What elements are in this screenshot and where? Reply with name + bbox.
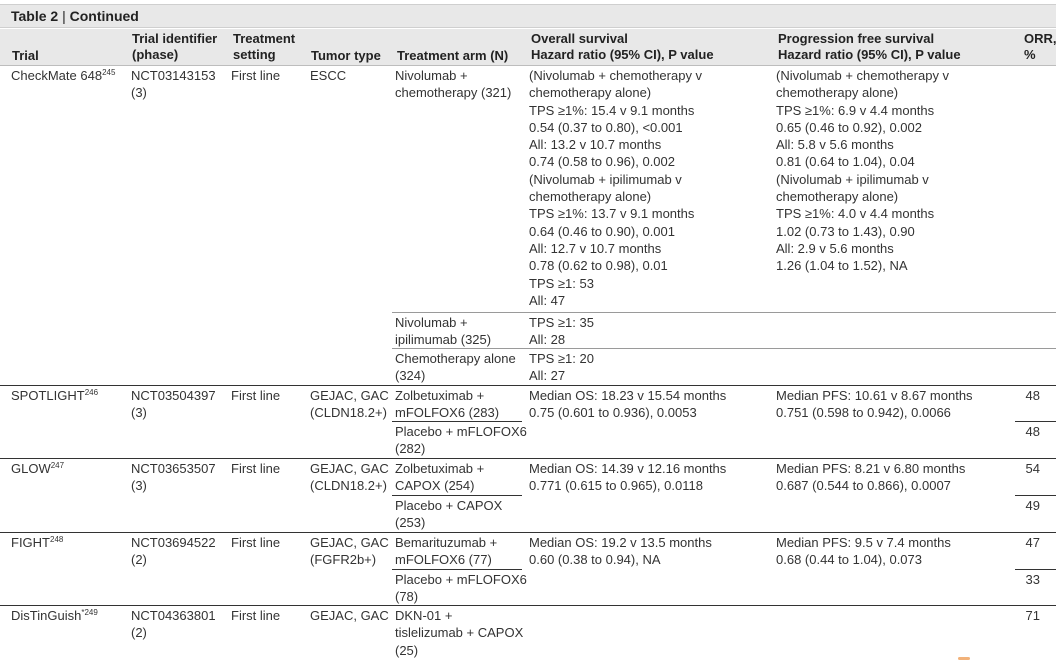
arm-fight-2: Placebo + mFLOFOX6 (78) [395,572,527,605]
row-divider-glow [0,458,1056,459]
divider-glow-arm2 [392,495,522,496]
os-fight: Median OS: 19.2 v 13.5 months 0.60 (0.38 to 0.94), NA [529,535,712,568]
header-trial: Trial [12,48,39,63]
table-title [0,4,1056,28]
header-arm: Treatment arm (N) [397,48,509,63]
header-orr: ORR, % [1024,31,1056,62]
tumor-distinguish: GEJAC, GAC [310,608,389,623]
table-label: Table 2 [11,8,59,24]
header-setting: Treatment setting [233,31,296,62]
setting-spotlight: First line [231,388,281,403]
setting-distinguish: First line [231,608,281,623]
arm-checkmate-1: Nivolumab + chemotherapy (321) [395,68,512,101]
pfs-checkmate-1: (Nivolumab + chemotherapy v chemotherapy alone) TPS ≥1%: 6.9 v 4.4 months 0.65 (0.46 to 0.92), 0.002 All: 5.8 v 5.6 months 0.81 (0.64 to 1.04), 0.04 (Nivolumab + ipilimumab v chemotherapy alone) TPS ≥1%: 4.0 v 4.4 months 1.02 (0.73 to 1.43), 0.90 All: 2.9 v 5.6 months 1.26 (1.04 to 1.52), NA [776,68,950,274]
pfs-glow: Median PFS: 8.21 v 6.80 months 0.687 (0.544 to 0.866), 0.0007 [776,461,966,494]
arm-glow-1: Zolbetuximab + CAPOX (254) [395,461,485,494]
header-tumor: Tumor type [311,48,381,63]
os-spotlight: Median OS: 18.23 v 15.54 months 0.75 (0.601 to 0.936), 0.0053 [529,388,727,421]
divider-spotlight-arm2 [392,421,522,422]
divider-checkmate-arm3 [392,348,1056,349]
pfs-fight: Median PFS: 9.5 v 7.4 months 0.68 (0.44 to 1.04), 0.073 [776,535,951,568]
setting-fight: First line [231,535,281,550]
trial-name-spotlight: SPOTLIGHT$^{246}$ [11,388,99,403]
trial-id-fight: NCT03694522 (2) [131,535,216,568]
header-os: Overall survival Hazard ratio (95% CI), P value [531,31,714,62]
trial-id-distinguish: NCT04363801 (2) [131,608,216,641]
trial-id-glow: NCT03653507 (3) [131,461,216,494]
os-checkmate-3: TPS ≥1: 20 All: 27 [529,351,594,384]
orr-spotlight-1: 48 [1025,388,1040,403]
arm-distinguish-1: DKN-01 + tislelizumab + CAPOX (25) [395,608,524,658]
table-subtitle: Continued [69,8,139,24]
divider-checkmate-arm2 [392,312,1056,313]
divider-glow-orr2 [1015,495,1056,496]
arm-glow-2: Placebo + CAPOX (253) [395,498,503,531]
os-checkmate-1: (Nivolumab + chemotherapy v chemotherapy alone) TPS ≥1%: 15.4 v 9.1 months 0.54 (0.37 to 0.80), <0.001 All: 13.2 v 10.7 months 0.74 (0.58 to 0.96), 0.002 (Nivolumab + ipilimumab v chemotherapy alone) TPS ≥1%: 13.7 v 9.1 months 0.64 (0.46 to 0.90), 0.001 All: 12.7 v 10.7 months 0.78 (0.62 to 0.98), 0.01 TPS ≥1: 53 All: 47 [529,68,703,308]
arm-fight-1: Bemarituzumab + mFOLFOX6 (77) [395,535,498,568]
trial-name-glow: GLOW$^{247}$ [11,461,65,476]
setting-glow: First line [231,461,281,476]
header-pfs: Progression free survival Hazard ratio (95% CI), P value [778,31,961,62]
pfs-spotlight: Median PFS: 10.61 v 8.67 months 0.751 (0.598 to 0.942), 0.0066 [776,388,973,421]
orr-spotlight-2: 48 [1025,424,1040,439]
row-divider-distinguish [0,605,1056,606]
orr-glow-1: 54 [1025,461,1040,476]
arm-spotlight-2: Placebo + mFLOFOX6 (282) [395,424,527,457]
tumor-spotlight: GEJAC, GAC (CLDN18.2+) [310,388,389,421]
tumor-glow: GEJAC, GAC (CLDN18.2+) [310,461,389,494]
decorative-mark [958,657,970,660]
trial-name-fight: FIGHT$^{248}$ [11,535,64,550]
arm-spotlight-1: Zolbetuximab + mFOLFOX6 (283) [395,388,500,421]
os-glow: Median OS: 14.39 v 12.16 months 0.771 (0.615 to 0.965), 0.0118 [529,461,727,494]
setting-checkmate: First line [231,68,281,83]
orr-fight-1: 47 [1025,535,1040,550]
trial-name-checkmate: CheckMate $648^{245}$ [11,68,116,83]
divider-fight-arm2 [392,569,522,570]
divider-spotlight-orr2 [1015,421,1056,422]
header-identifier: Trial identifier (phase) [132,31,218,62]
orr-glow-2: 49 [1025,498,1040,513]
os-checkmate-2: TPS ≥1: 35 All: 28 [529,315,594,348]
trial-name-distinguish: DisTinGuish$^{*249}$ [11,608,98,623]
orr-distinguish-1: 71 [1025,608,1040,623]
trial-id-checkmate: NCT03143153 (3) [131,68,216,101]
trial-id-spotlight: NCT03504397 (3) [131,388,216,421]
tumor-checkmate: ESCC [310,68,347,83]
orr-fight-2: 33 [1025,572,1040,587]
divider-fight-orr2 [1015,569,1056,570]
row-divider-spotlight [0,385,1056,386]
arm-checkmate-2: Nivolumab + ipilimumab (325) [395,315,492,348]
title-separator: | [62,8,66,24]
row-divider-fight [0,532,1056,533]
tumor-fight: GEJAC, GAC (FGFR2b+) [310,535,389,568]
arm-checkmate-3: Chemotherapy alone (324) [395,351,516,384]
